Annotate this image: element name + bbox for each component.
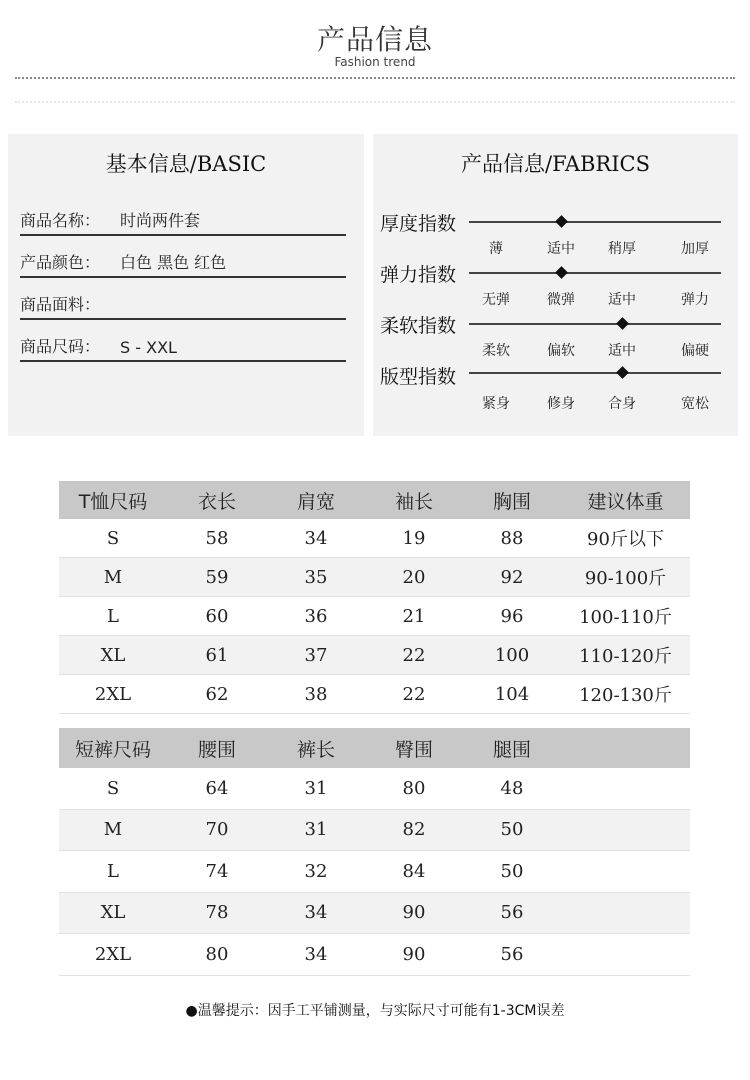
info-row-color	[20, 250, 346, 278]
table-cell	[561, 892, 690, 934]
scale-label-elasticity: 弹力指数	[380, 264, 457, 286]
scale-label-fit: 版型指数	[380, 366, 457, 388]
scale-option: 偏硬	[681, 343, 709, 359]
table-header: 胸围	[463, 481, 561, 519]
table-cell: 22	[365, 636, 463, 675]
basic-info-panel	[8, 134, 364, 436]
fabric-info-title: 产品信息/FABRICS	[461, 152, 650, 176]
scale-option: 加厚	[681, 241, 709, 257]
table-cell: 59	[167, 558, 267, 597]
dotted-divider	[15, 77, 735, 79]
scale-option: 偏软	[547, 343, 575, 359]
table-cell: 80	[365, 768, 463, 809]
table-cell: L	[59, 597, 167, 636]
table-header-row	[59, 481, 690, 519]
table-cell: 50	[463, 809, 561, 851]
table-cell: 36	[267, 597, 365, 636]
measurement-footnote: ●温馨提示：因手工平铺测量，与实际尺寸可能有1-3CM误差	[185, 1003, 565, 1019]
table-cell: 90	[365, 892, 463, 934]
table-row	[59, 892, 690, 934]
table-row	[59, 558, 690, 597]
info-row-name	[20, 208, 346, 236]
table-cell: 120-130斤	[561, 675, 690, 714]
table-row	[59, 934, 690, 976]
table-header: T恤尺码	[59, 481, 167, 519]
scale-option: 合身	[608, 396, 636, 412]
scale-line	[469, 272, 721, 274]
scale-option: 适中	[608, 343, 636, 359]
info-label: 产品颜色：	[20, 253, 101, 272]
scale-line	[469, 323, 721, 325]
table-cell: 56	[463, 934, 561, 976]
table-cell	[561, 768, 690, 809]
table-row	[59, 675, 690, 714]
table-header: 肩宽	[267, 481, 365, 519]
info-value: S - XXL	[120, 338, 177, 357]
table-cell: L	[59, 851, 167, 893]
info-row-size	[20, 334, 346, 362]
scale-option: 宽松	[681, 396, 709, 412]
scale-option: 修身	[547, 396, 575, 412]
table-cell: 31	[267, 768, 365, 809]
basic-info-title: 基本信息/BASIC	[105, 152, 267, 176]
table-row	[59, 519, 690, 558]
table-cell: 20	[365, 558, 463, 597]
shorts-size-table	[59, 728, 690, 976]
table-header: 衣长	[167, 481, 267, 519]
scale-label-softness: 柔软指数	[380, 315, 457, 337]
table-header: 袖长	[365, 481, 463, 519]
dotted-divider-light	[15, 101, 735, 103]
scale-option: 紧身	[482, 396, 510, 412]
table-cell: 34	[267, 892, 365, 934]
scale-label-thickness: 厚度指数	[380, 213, 457, 235]
table-cell: 82	[365, 809, 463, 851]
table-cell: 60	[167, 597, 267, 636]
scale-option: 弹力	[681, 292, 709, 308]
page-subtitle: Fashion trend	[334, 55, 416, 69]
table-header: 臀围	[365, 728, 463, 768]
table-row	[59, 768, 690, 809]
table-cell: 56	[463, 892, 561, 934]
table-cell: M	[59, 809, 167, 851]
scale-option: 适中	[547, 241, 575, 257]
table-cell: S	[59, 768, 167, 809]
table-cell: 104	[463, 675, 561, 714]
scale-line	[469, 221, 721, 223]
table-cell: 90-100斤	[561, 558, 690, 597]
table-cell: 2XL	[59, 934, 167, 976]
table-cell: XL	[59, 892, 167, 934]
scale-option: 无弹	[482, 292, 510, 308]
table-cell: 70	[167, 809, 267, 851]
scale-option: 稍厚	[608, 241, 636, 257]
table-header: 建议体重	[561, 481, 690, 519]
table-cell: 110-120斤	[561, 636, 690, 675]
table-row	[59, 851, 690, 893]
info-value: 白色 黑色 红色	[120, 253, 227, 272]
table-cell: 31	[267, 809, 365, 851]
table-cell: 74	[167, 851, 267, 893]
table-cell: 61	[167, 636, 267, 675]
table-cell: 90斤以下	[561, 519, 690, 558]
table-cell: XL	[59, 636, 167, 675]
table-header-row	[59, 728, 690, 768]
scale-option: 薄	[489, 241, 503, 257]
table-cell: 100	[463, 636, 561, 675]
scale-line	[469, 372, 721, 374]
table-cell	[561, 934, 690, 976]
table-cell: 96	[463, 597, 561, 636]
table-cell: 88	[463, 519, 561, 558]
scale-option: 柔软	[482, 343, 510, 359]
page-title: 产品信息	[316, 23, 433, 56]
table-cell: 58	[167, 519, 267, 558]
info-row-fabric	[20, 292, 346, 320]
table-header: 裤长	[267, 728, 365, 768]
table-cell: 100-110斤	[561, 597, 690, 636]
table-cell: 62	[167, 675, 267, 714]
table-header: 短裤尺码	[59, 728, 167, 768]
table-row	[59, 809, 690, 851]
table-cell: 78	[167, 892, 267, 934]
table-cell: 19	[365, 519, 463, 558]
table-cell: 92	[463, 558, 561, 597]
info-label: 商品尺码：	[20, 337, 101, 356]
table-cell: 64	[167, 768, 267, 809]
scale-option: 适中	[608, 292, 636, 308]
info-value: 时尚两件套	[120, 211, 201, 230]
table-cell: 21	[365, 597, 463, 636]
info-label: 商品名称：	[20, 211, 101, 230]
table-cell: 84	[365, 851, 463, 893]
table-cell: 38	[267, 675, 365, 714]
table-cell: 32	[267, 851, 365, 893]
table-cell: 90	[365, 934, 463, 976]
table-cell: S	[59, 519, 167, 558]
info-label: 商品面料：	[20, 295, 101, 314]
table-cell: M	[59, 558, 167, 597]
table-cell: 50	[463, 851, 561, 893]
table-cell: 2XL	[59, 675, 167, 714]
table-header: 腰围	[167, 728, 267, 768]
table-cell	[561, 809, 690, 851]
table-cell: 34	[267, 934, 365, 976]
tshirt-size-table	[59, 481, 690, 714]
table-cell: 37	[267, 636, 365, 675]
table-row	[59, 636, 690, 675]
table-header: 腿围	[463, 728, 561, 768]
table-header	[561, 728, 690, 768]
table-cell: 22	[365, 675, 463, 714]
table-cell	[561, 851, 690, 893]
table-cell: 80	[167, 934, 267, 976]
table-cell: 48	[463, 768, 561, 809]
scale-option: 微弹	[547, 292, 575, 308]
table-cell: 34	[267, 519, 365, 558]
table-row	[59, 597, 690, 636]
table-cell: 35	[267, 558, 365, 597]
